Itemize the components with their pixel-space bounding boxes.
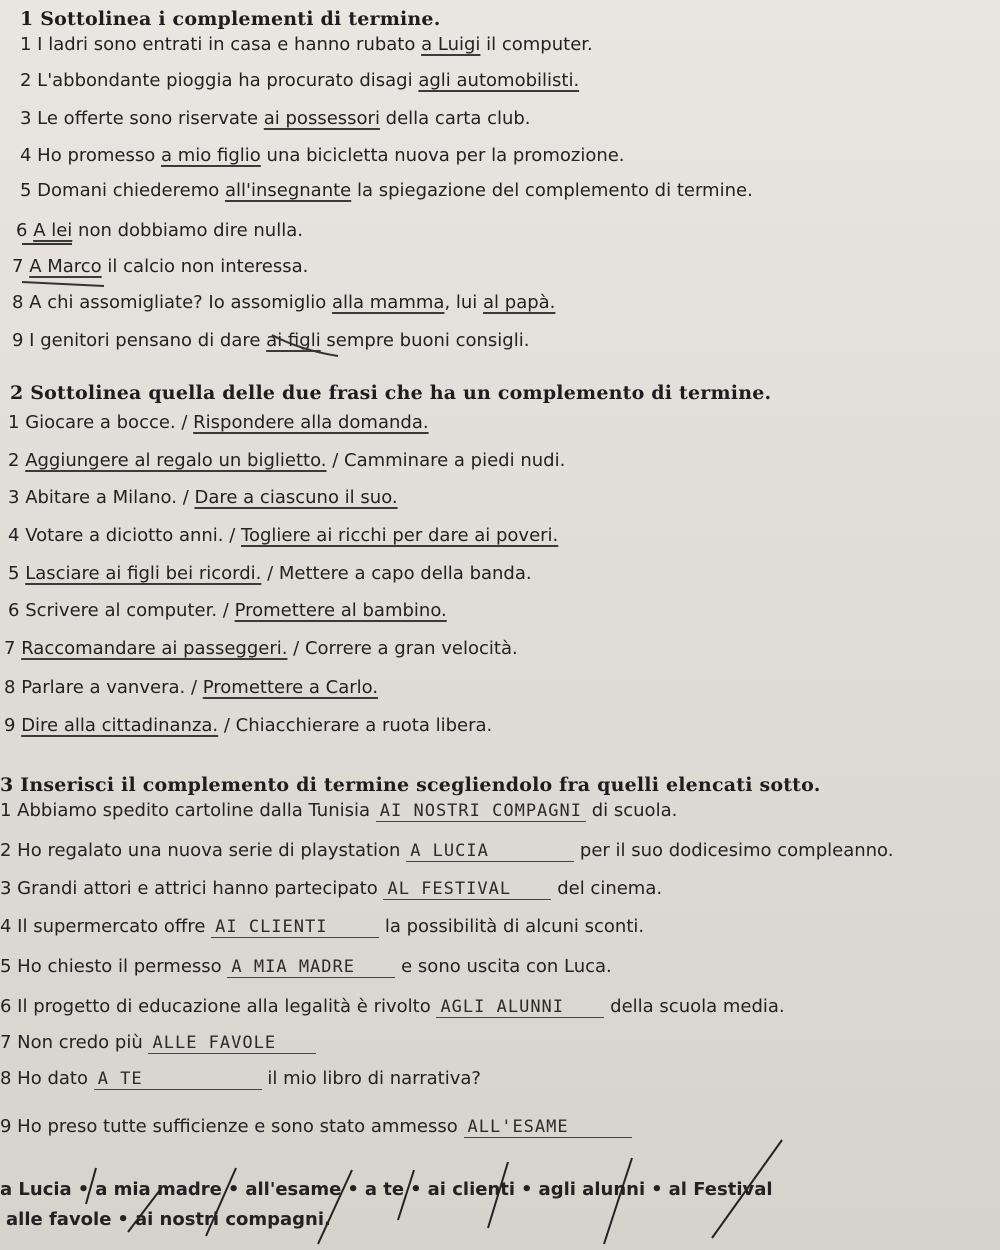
item-number: 5 <box>8 563 20 584</box>
underlined-complement: A Marco <box>29 256 102 277</box>
item-number: 8 <box>4 677 16 698</box>
exercise-1-sentence <box>12 292 555 313</box>
word-bank-option: ai clienti <box>427 1179 516 1200</box>
sentence-option-a: Dire alla cittadinanza. <box>21 715 219 736</box>
sentence-option-b: Promettere a Carlo. <box>202 677 379 698</box>
sentence-option-a: Giocare a bocce. <box>25 412 176 433</box>
item-number: 7 <box>4 638 16 659</box>
sentence-text: il mio libro di narrativa? <box>261 1068 481 1089</box>
sentence-option-b: Rispondere alla domanda. <box>193 412 429 433</box>
underlined-complement: ai figli <box>266 330 321 351</box>
sentence-text: 6 <box>16 220 34 241</box>
answer-blank[interactable]: A LUCIA <box>406 841 574 862</box>
exercise-2-heading: 2 Sottolinea quella delle due frasi che ha un complemento di termine. <box>10 382 772 404</box>
item-number: 4 <box>8 525 20 546</box>
bullet-separator: • <box>77 1179 90 1200</box>
sentence-text: il computer. <box>480 34 593 55</box>
exercise-3-sentence <box>0 996 785 1018</box>
exercise-3-sentence <box>0 1116 632 1138</box>
sentence-text: la possibilità di alcuni sconti. <box>379 916 645 937</box>
answer-blank[interactable]: A TE <box>94 1069 262 1090</box>
sentence-text: 6 Il progetto di educazione alla legalità è rivolto <box>0 996 437 1017</box>
item-number: 6 <box>8 600 20 621</box>
sentence-text: del cinema. <box>551 878 663 899</box>
answer-blank[interactable]: ALLE FAVOLE <box>148 1033 316 1054</box>
item-number: 2 <box>8 450 20 471</box>
word-bank-option: a te <box>364 1179 405 1200</box>
sentence-text: 2 Ho regalato una nuova serie di playstation <box>0 840 407 861</box>
exercise-2-sentence-pair: 6 Scrivere al computer. / Promettere al bambino. <box>8 600 447 621</box>
bullet-separator: • <box>410 1179 422 1200</box>
word-bank-line-1 <box>0 1175 773 1205</box>
word-bank-option: ai nostri compagni. <box>134 1209 331 1230</box>
sentence-text: di scuola. <box>586 800 678 821</box>
sentence-text: e sono uscita con Luca. <box>395 956 612 977</box>
word-bank-option: a mia madre <box>95 1179 222 1200</box>
exercise-1-sentence <box>20 34 593 55</box>
word-bank-option: al Festival <box>668 1179 773 1200</box>
sentence-text: 7 Non credo più <box>0 1032 149 1053</box>
sentence-text: il calcio non interessa. <box>101 256 309 277</box>
exercise-2-sentence-pair: 1 Giocare a bocce. / Rispondere alla domanda. <box>8 412 429 433</box>
sentence-option-a: Aggiungere al regalo un biglietto. <box>25 450 327 471</box>
word-bank-option: a Lucia <box>0 1179 72 1200</box>
sentence-text: 8 A chi assomigliate? Io assomiglio <box>12 292 332 313</box>
exercise-3-sentence <box>0 878 662 900</box>
sentence-option-a: Scrivere al computer. <box>25 600 218 621</box>
exercise-1-sentence <box>20 70 579 91</box>
bullet-separator: • <box>651 1179 663 1200</box>
sentence-text: 1 I ladri sono entrati in casa e hanno rubato <box>20 34 422 55</box>
sentence-text: la spiegazione del complemento di termine. <box>351 180 753 201</box>
sentence-text: sempre buoni consigli. <box>320 330 530 351</box>
exercise-3-sentence <box>0 840 893 862</box>
sentence-option-b: Promettere al bambino. <box>234 600 447 621</box>
exercise-2-sentence-pair: 3 Abitare a Milano. / Dare a ciascuno il suo. <box>8 487 398 508</box>
item-number: 9 <box>4 715 16 736</box>
exercise-1-sentence <box>12 330 529 351</box>
sentence-option-b: Correre a gran velocità. <box>304 638 518 659</box>
sentence-option-b: Dare a ciascuno il suo. <box>194 487 398 508</box>
exercise-1-sentence <box>16 220 303 241</box>
underlined-complement: a Luigi <box>421 34 481 55</box>
bullet-separator: • <box>117 1209 129 1230</box>
sentence-option-a: Votare a diciotto anni. <box>25 525 224 546</box>
exercise-1-sentence <box>20 108 531 129</box>
exercise-2-sentence-pair: 7 Raccomandare ai passeggeri. / Correre a gran velocità. <box>4 638 518 659</box>
sentence-text: 7 <box>12 256 30 277</box>
exercise-1-heading: 1 Sottolinea i complementi di termine. <box>20 8 441 30</box>
sentence-text: 3 Le offerte sono riservate <box>20 108 264 129</box>
sentence-text: 5 Ho chiesto il permesso <box>0 956 228 977</box>
sentence-option-a: Lasciare ai figli bei ricordi. <box>25 563 262 584</box>
sentence-text: , lui <box>444 292 484 313</box>
sentence-option-b: Chiacchierare a ruota libera. <box>235 715 493 736</box>
word-bank-option: agli alunni <box>538 1179 646 1200</box>
answer-blank[interactable]: AI CLIENTI <box>211 917 379 938</box>
sentence-text: 4 Ho promesso <box>20 145 161 166</box>
answer-blank[interactable]: AI NOSTRI COMPAGNI <box>376 801 586 822</box>
sentence-option-a: Abitare a Milano. <box>25 487 177 508</box>
underlined-complement: A lei <box>33 220 73 241</box>
exercise-3-sentence <box>0 956 612 978</box>
sentence-text: una bicicletta nuova per la promozione. <box>260 145 625 166</box>
exercise-1-sentence <box>12 256 308 277</box>
underlined-complement: agli automobilisti. <box>418 70 580 91</box>
underlined-complement: all'insegnante <box>224 180 352 201</box>
exercise-2-sentence-pair: 2 Aggiungere al regalo un biglietto. / Camminare a piedi nudi. <box>8 450 566 471</box>
sentence-text: della carta club. <box>379 108 531 129</box>
sentence-text: 1 Abbiamo spedito cartoline dalla Tunisia <box>0 800 376 821</box>
item-number: 1 <box>8 412 20 433</box>
underlined-complement: al papà. <box>483 292 556 313</box>
word-bank-option: all'esame <box>245 1179 342 1200</box>
sentence-option-a: Raccomandare ai passeggeri. <box>21 638 288 659</box>
sentence-option-b: Mettere a capo della banda. <box>278 563 532 584</box>
answer-blank[interactable]: AGLI ALUNNI <box>436 997 604 1018</box>
word-bank-line-2 <box>0 1205 773 1235</box>
answer-blank[interactable]: A MIA MADRE <box>227 957 395 978</box>
sentence-option-b: Togliere ai ricchi per dare ai poveri. <box>241 525 559 546</box>
answer-blank[interactable]: ALL'ESAME <box>464 1117 632 1138</box>
exercise-3-sentence <box>0 1032 316 1054</box>
sentence-option-b: Camminare a piedi nudi. <box>344 450 566 471</box>
bullet-separator: • <box>521 1179 533 1200</box>
bullet-separator: • <box>227 1179 240 1200</box>
exercise-2-sentence-pair: 9 Dire alla cittadinanza. / Chiacchierare a ruota libera. <box>4 715 493 736</box>
sentence-text: della scuola media. <box>604 996 785 1017</box>
exercise-2-sentence-pair: 8 Parlare a vanvera. / Promettere a Carlo. <box>4 677 379 698</box>
exercise-3-sentence <box>0 800 677 822</box>
underlined-complement: a mio figlio <box>161 145 261 166</box>
sentence-text: 3 Grandi attori e attrici hanno partecipato <box>0 878 384 899</box>
exercise-1-sentence <box>20 180 753 201</box>
sentence-text: 9 Ho preso tutte sufficienze e sono stato ammesso <box>0 1116 464 1137</box>
word-bank-option: alle favole <box>6 1209 112 1230</box>
underlined-complement: alla mamma <box>331 292 445 313</box>
word-bank <box>0 1175 773 1235</box>
sentence-text: 9 I genitori pensano di dare <box>12 330 267 351</box>
exercise-3-sentence <box>0 1068 481 1090</box>
sentence-text: 8 Ho dato <box>0 1068 94 1089</box>
sentence-text: per il suo dodicesimo compleanno. <box>574 840 894 861</box>
sentence-text: 4 Il supermercato offre <box>0 916 212 937</box>
bullet-separator: • <box>347 1179 359 1200</box>
exercise-3-sentence <box>0 916 644 938</box>
exercise-2-sentence-pair: 5 Lasciare ai figli bei ricordi. / Mettere a capo della banda. <box>8 563 532 584</box>
exercise-3-heading: 3 Inserisci il complemento di termine scegliendolo fra quelli elencati sotto. <box>0 774 821 796</box>
exercise-2-sentence-pair: 4 Votare a diciotto anni. / Togliere ai ricchi per dare ai poveri. <box>8 525 559 546</box>
answer-blank[interactable]: AL FESTIVAL <box>383 879 551 900</box>
sentence-text: 2 L'abbondante pioggia ha procurato disagi <box>20 70 419 91</box>
underlined-complement: ai possessori <box>263 108 380 129</box>
item-number: 3 <box>8 487 20 508</box>
sentence-text: 5 Domani chiederemo <box>20 180 225 201</box>
sentence-text: non dobbiamo dire nulla. <box>72 220 303 241</box>
exercise-1-sentence <box>20 145 625 166</box>
sentence-option-a: Parlare a vanvera. <box>21 677 186 698</box>
